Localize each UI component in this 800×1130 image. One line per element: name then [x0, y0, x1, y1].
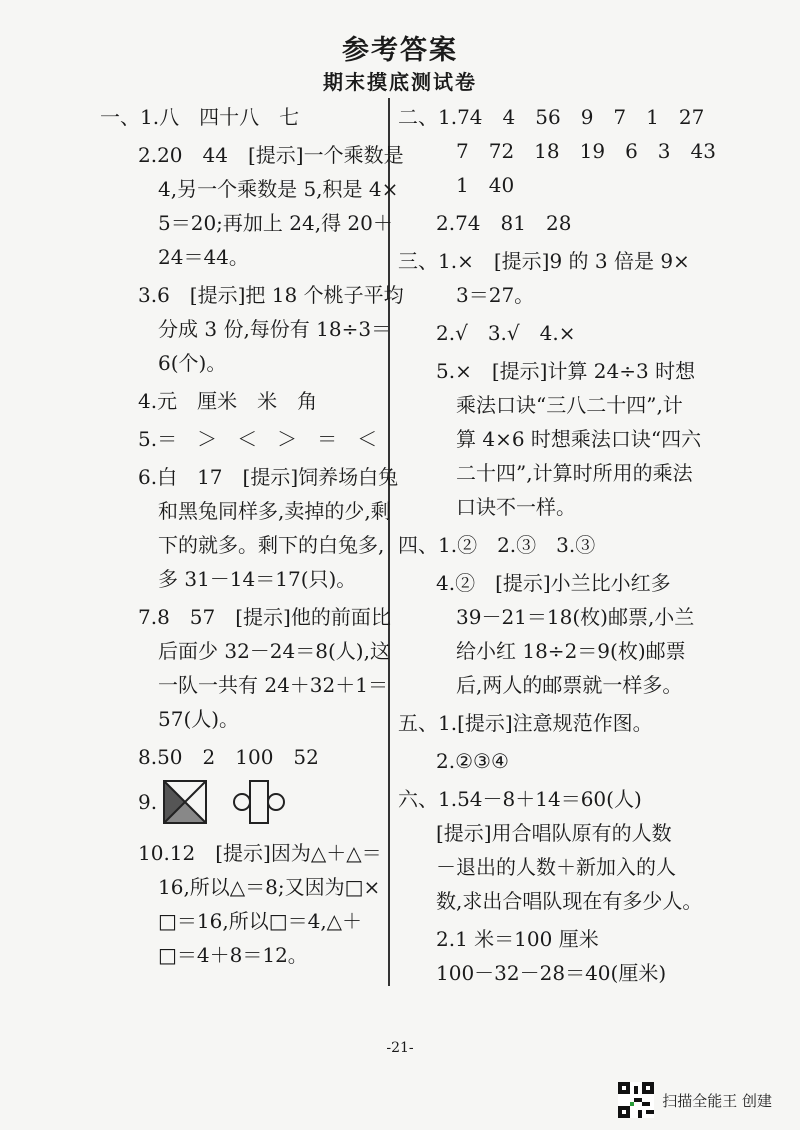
answer-line: 8.50 2 100 52	[138, 745, 319, 769]
answer-line: 10.12 [提示]因为△＋△＝	[138, 841, 382, 865]
answer-line: 三、1.× [提示]9 的 3 倍是 9×	[398, 249, 690, 273]
answer-line: 分成 3 份,每份有 18÷3＝	[158, 317, 392, 341]
answer-line: 二十四”,计算时所用的乘法	[456, 461, 693, 485]
answer-line: 3＝27。	[456, 283, 535, 307]
answer-1-2	[100, 138, 404, 274]
answer-line: 后面少 32－24＝8(人),这	[158, 639, 390, 663]
answer-line: 六、1.54－8＋14＝60(人)	[398, 787, 642, 811]
answer-1-10	[100, 836, 384, 972]
answer-line: 5.＝ ＞ ＜ ＞ ＝ ＜	[138, 427, 378, 451]
answer-line: 一队一共有 24＋32＋1＝	[158, 673, 388, 697]
qr-code-icon	[618, 1082, 654, 1118]
answer-line: 和黑兔同样多,卖掉的少,剩	[158, 499, 391, 523]
answer-line: 4.② [提示]小兰比小红多	[436, 571, 671, 595]
watermark-text: 扫描全能王 创建	[662, 1091, 772, 1110]
answer-line: [提示]用合唱队原有的人数	[436, 821, 672, 845]
answer-line: 4.元 厘米 米 角	[138, 389, 318, 413]
answer-4-1	[398, 528, 698, 562]
answer-line: －退出的人数＋新加入的人	[436, 855, 676, 879]
answer-line: 五、1.[提示]注意规范作图。	[398, 711, 653, 735]
answer-line: 数,求出合唱队现在有多少人。	[436, 889, 703, 913]
answer-line: 7.8 57 [提示]他的前面比	[138, 605, 391, 629]
left-column	[100, 100, 404, 976]
answer-line: 2.20 44 [提示]一个乘数是	[138, 143, 404, 167]
answer-line: □＝16,所以□＝4,△＋	[158, 909, 363, 933]
answer-line: 57(人)。	[158, 707, 240, 731]
answer-number: 9.	[138, 790, 158, 814]
rectangle-circles-figure	[222, 779, 300, 825]
answer-1-8	[100, 740, 384, 774]
answer-line: 16,所以△＝8;又因为□×	[158, 875, 381, 899]
page-number: -21-	[386, 1040, 414, 1056]
answer-line: 2.1 米＝100 厘米	[436, 927, 599, 951]
answer-3-2	[398, 316, 698, 350]
answer-line: 下的就多。剩下的白兔多,	[158, 533, 385, 557]
answer-1-6	[100, 460, 399, 596]
answer-line: 2.②③④	[436, 749, 509, 773]
answer-line: 口诀不一样。	[456, 495, 576, 519]
square-diagonal-figure	[162, 779, 208, 825]
answer-2-2	[398, 206, 698, 240]
answer-line: 1 40	[456, 173, 515, 197]
answer-line: 5＝20;再加上 24,得 20＋	[158, 211, 393, 235]
answer-line: 39－21＝18(枚)邮票,小兰	[456, 605, 695, 629]
answer-line: 乘法口诀“三八二十四”,计	[456, 393, 683, 417]
scanner-watermark	[618, 1082, 772, 1118]
answer-line: 3.6 [提示]把 18 个桃子平均	[138, 283, 404, 307]
answer-3-1	[398, 244, 698, 312]
answer-1-5	[100, 422, 384, 456]
answer-line: 二、1.74 4 56 9 7 1 27	[398, 105, 705, 129]
answer-1-9	[100, 778, 384, 826]
answer-6-2	[398, 922, 698, 990]
answer-line: 7 72 18 19 6 3 43	[456, 139, 716, 163]
answer-line: 6.白 17 [提示]饲养场白兔	[138, 465, 399, 489]
answer-line: 后,两人的邮票就一样多。	[456, 673, 683, 697]
answer-line: 四、1.② 2.③ 3.③	[398, 533, 596, 557]
answer-line: 2.74 81 28	[436, 211, 572, 235]
page-subtitle: 期末摸底测试卷	[323, 70, 477, 94]
page-title: 参考答案	[342, 35, 458, 66]
right-column	[398, 100, 716, 994]
answer-1-1	[100, 100, 384, 134]
answer-line: 多 31－14＝17(只)。	[158, 567, 357, 591]
answer-line: 4,另一个乘数是 5,积是 4×	[158, 177, 399, 201]
answer-1-7	[100, 600, 391, 736]
answer-5-1	[398, 706, 698, 740]
answer-line: 24＝44。	[158, 245, 249, 269]
answer-5-2	[398, 744, 698, 778]
answer-line: 一、1.八 四十八 七	[100, 105, 300, 129]
answer-line: 给小红 18÷2＝9(枚)邮票	[456, 639, 686, 663]
answer-2-1	[398, 100, 716, 202]
answer-line: 2.√ 3.√ 4.×	[436, 321, 576, 345]
answer-1-3	[100, 278, 404, 380]
answer-line: 6(个)。	[158, 351, 227, 375]
answer-6-1	[398, 782, 703, 918]
answer-line: 100－32－28＝40(厘米)	[436, 961, 667, 985]
answer-line: 5.× [提示]计算 24÷3 时想	[436, 359, 696, 383]
answer-4-4	[398, 566, 698, 702]
answer-line: □＝4＋8＝12。	[158, 943, 308, 967]
answer-line: 算 4×6 时想乘法口诀“四六	[456, 427, 702, 451]
answer-3-5	[398, 354, 702, 524]
answer-1-4	[100, 384, 384, 418]
